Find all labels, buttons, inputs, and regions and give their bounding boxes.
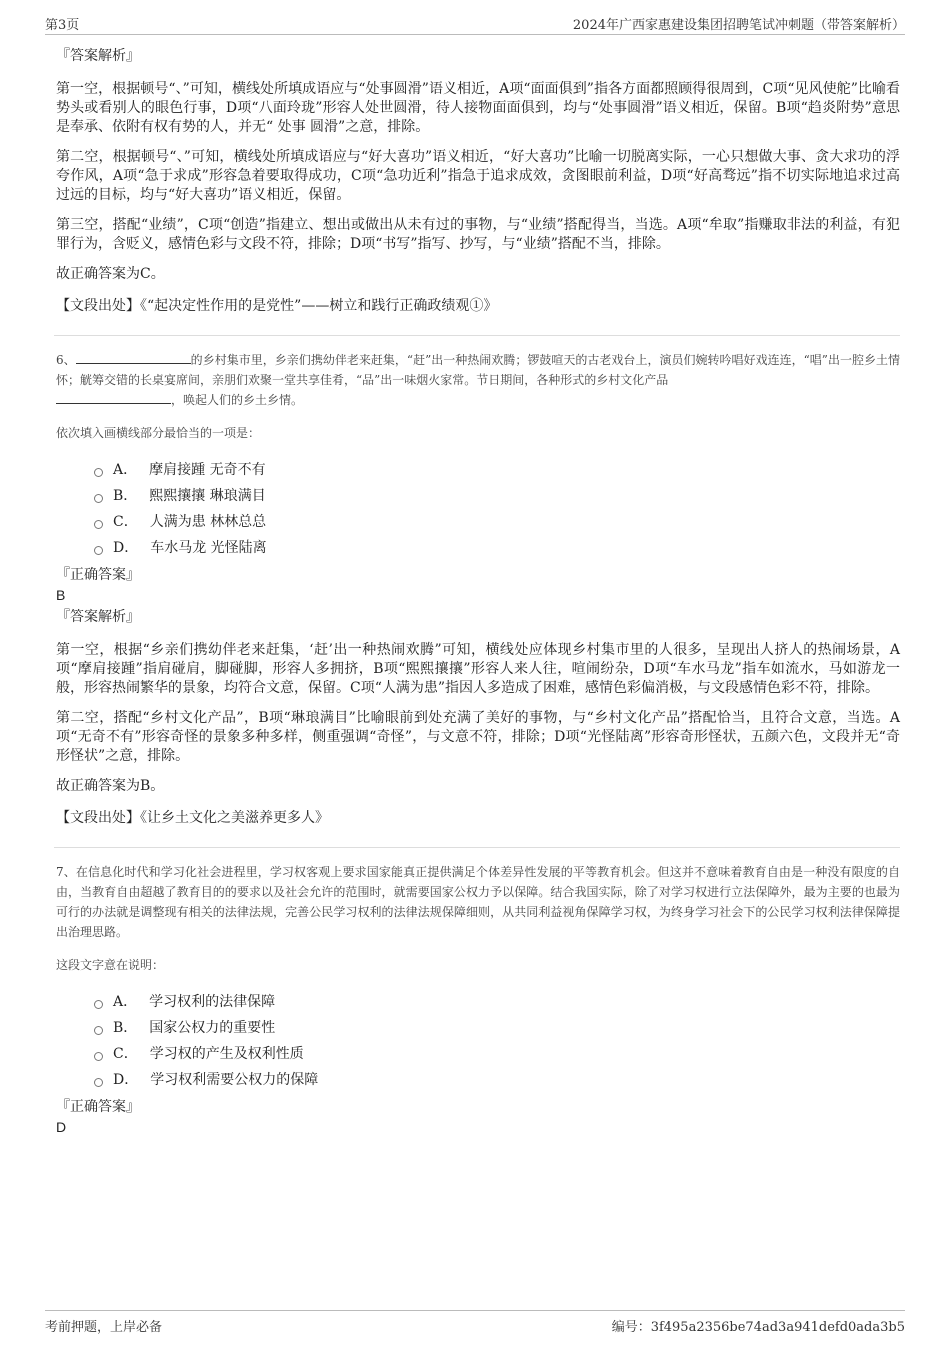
radio-icon[interactable]: [94, 546, 103, 555]
q6-source: 【文段出处】《让乡土文化之美滋养更多人》: [56, 810, 329, 826]
q6-correct-heading: 『正确答案』: [56, 567, 140, 583]
q6-stem-part-1: 的乡村集市里，乡亲们携幼伴老来赶集，“赶”出一种热闹欢腾；锣鼓喧天的古老戏台上，演员们婉转吟唱好戏连连，“唱”出一腔乡土情怀；觥筹交错的长桌宴席间，亲朋们欢聚一堂共享佳肴，“品”出一味烟火家常。节日期间，各种形式的乡村文化产品: [56, 353, 901, 387]
option-letter: B．: [113, 488, 138, 504]
q6-blank-2: [56, 390, 171, 404]
q7-ask: 这段文字意在说明：: [56, 958, 165, 972]
q5-analysis-para-2: 第二空，根据顿号“、”可知，横线处所填成语应与“好大喜功”语义相近，“好大喜功”比喻一切脱离实际，一心只想做大事、贪大求功的浮夸作风，A项“急于求成”形容急着要取得成功，C项“急功近利”指急于追求成效，贪图眼前利益，D项“好高骛远”指不切实际地追求过高过远的目标，均与“好大喜功”语义相近，保留。: [56, 149, 900, 203]
option-letter: A．: [113, 994, 138, 1010]
q6-conclusion: 故正确答案为B。: [56, 778, 165, 794]
q6-option-c[interactable]: [94, 509, 900, 535]
q6-option-d[interactable]: [94, 535, 900, 561]
option-letter: C．: [113, 514, 138, 530]
q5-analysis-para-1: 第一空，根据顿号“、”可知，横线处所填成语应与“处事圆滑”语义相近，A项“面面俱到”指各方面都照顾得很周到，C项“见风使舵”比喻看势头或看别人的眼色行事，D项“八面玲珑”形容人处世圆滑，待人接物面面俱到，均与“处事圆滑”语义相近，保留。B项“趋炎附势”意思是奉承、依附有权有势的人，并无“ 处事 圆滑”之意，排除。: [56, 81, 900, 135]
option-text: 车水马龙 光怪陆离: [150, 540, 267, 556]
option-text: 熙熙攘攘 琳琅满目: [149, 488, 266, 504]
page-header: [45, 12, 905, 35]
option-text: 国家公权力的重要性: [149, 1020, 276, 1036]
radio-icon[interactable]: [94, 468, 103, 477]
footer-serial: 编号：3f495a2356be74ad3a941defd0ada3b5: [611, 1320, 905, 1335]
q7-option-b[interactable]: [94, 1015, 900, 1041]
option-letter: D．: [113, 540, 139, 556]
radio-icon[interactable]: [94, 494, 103, 503]
q6-option-a[interactable]: [94, 457, 900, 483]
question-divider: [54, 335, 900, 336]
page-content: [56, 46, 900, 1139]
q6-options: [94, 457, 900, 561]
footer-slogan: 考前押题，上岸必备: [45, 1320, 163, 1335]
document-title: 2024年广西家惠建设集团招聘笔试冲刺题（带答案解析）: [572, 18, 905, 33]
q5-analysis-heading: 『答案解析』: [56, 48, 140, 64]
q6-correct-answer: B: [56, 587, 66, 603]
option-letter: B．: [113, 1020, 138, 1036]
q7-section: [56, 862, 900, 1137]
q6-section: [56, 350, 900, 827]
q7-stem: 7、在信息化时代和学习化社会进程里，学习权客观上要求国家能真正提供满足个体差异性发展的平等教育机会。但这并不意味着教育自由是一种没有限度的自由，当教育自由超越了教育目的的要求以及社会允许的范围时，就需要国家公权力予以保障。结合我国实际，除了对学习权进行立法保障外，最为主要的也最为可行的办法就是调整现有相关的法律法规，完善公民学习权利的法律法规保障细则，从共同利益视角保障学习权，为终身学习社会下的公民学习权利法律保障提出治理思路。: [56, 865, 900, 939]
q6-blank-1: [76, 350, 191, 364]
radio-icon[interactable]: [94, 1026, 103, 1035]
radio-icon[interactable]: [94, 520, 103, 529]
q7-option-c[interactable]: [94, 1041, 900, 1067]
option-text: 人满为患 林林总总: [149, 514, 267, 530]
page-number: 第3页: [45, 18, 80, 33]
q5-section: [56, 46, 900, 315]
q6-analysis-heading: 『答案解析』: [56, 609, 140, 625]
option-text: 学习权利的法律保障: [149, 994, 276, 1010]
q5-source: 【文段出处】《“起决定性作用的是党性”——树立和践行正确政绩观①》: [56, 298, 498, 314]
question-divider: [54, 847, 900, 848]
q6-number: 6、: [56, 353, 76, 367]
q6-stem: [56, 350, 900, 410]
q6-option-b[interactable]: [94, 483, 900, 509]
q6-stem-part-2: ，唤起人们的乡土乡情。: [171, 393, 304, 407]
q5-analysis-para-3: 第三空，搭配“业绩”，C项“创造”指建立、想出或做出从未有过的事物，与“业绩”搭配得当，当选。A项“牟取”指赚取非法的利益，有犯罪行为，含贬义，感情色彩与文段不符，排除；D项“书写”指写、抄写，与“业绩”搭配不当，排除。: [56, 217, 900, 252]
q6-ask: 依次填入画横线部分最恰当的一项是：: [56, 426, 261, 440]
q6-analysis-para-2: 第二空，搭配“乡村文化产品”，B项“琳琅满目”比喻眼前到处充满了美好的事物，与“乡村文化产品”搭配恰当，且符合文意，当选。A项“无奇不有”形容奇怪的景象多种多样，侧重强调“奇怪”，与文意不符，排除；D项“光怪陆离”形容奇形怪状，五颜六色，文段并无“奇形怪状”之意，排除。: [56, 710, 900, 764]
q5-conclusion: 故正确答案为C。: [56, 266, 165, 282]
option-letter: D．: [113, 1072, 139, 1088]
option-text: 学习权利需要公权力的保障: [150, 1072, 319, 1088]
page-footer: [45, 1310, 905, 1335]
q6-analysis-para-1: 第一空，根据“乡亲们携幼伴老来赶集，‘赶’出一种热闹欢腾”可知，横线处应体现乡村集市里的人很多，呈现出人挤人的热闹场景，A项“摩肩接踵”指肩碰肩，脚碰脚，形容人多拥挤，B项“熙熙攘攘”形容人来人往，喧闹纷杂，D项“车水马龙”指车如流水，马如游龙一般，形容热闹繁华的景象，均符合文意，保留。C项“人满为患”指因人多造成了困难，感情色彩偏消极，与文段感情色彩不符，排除。: [56, 642, 900, 696]
q7-correct-heading: 『正确答案』: [56, 1099, 140, 1115]
option-letter: A．: [113, 462, 138, 478]
q7-options: [94, 989, 900, 1093]
q7-correct-answer: D: [56, 1119, 67, 1135]
option-text: 学习权的产生及权利性质: [149, 1046, 304, 1062]
radio-icon[interactable]: [94, 1052, 103, 1061]
option-text: 摩肩接踵 无奇不有: [149, 462, 266, 478]
radio-icon[interactable]: [94, 1000, 103, 1009]
option-letter: C．: [113, 1046, 138, 1062]
q7-option-d[interactable]: [94, 1067, 900, 1093]
radio-icon[interactable]: [94, 1078, 103, 1087]
q7-option-a[interactable]: [94, 989, 900, 1015]
